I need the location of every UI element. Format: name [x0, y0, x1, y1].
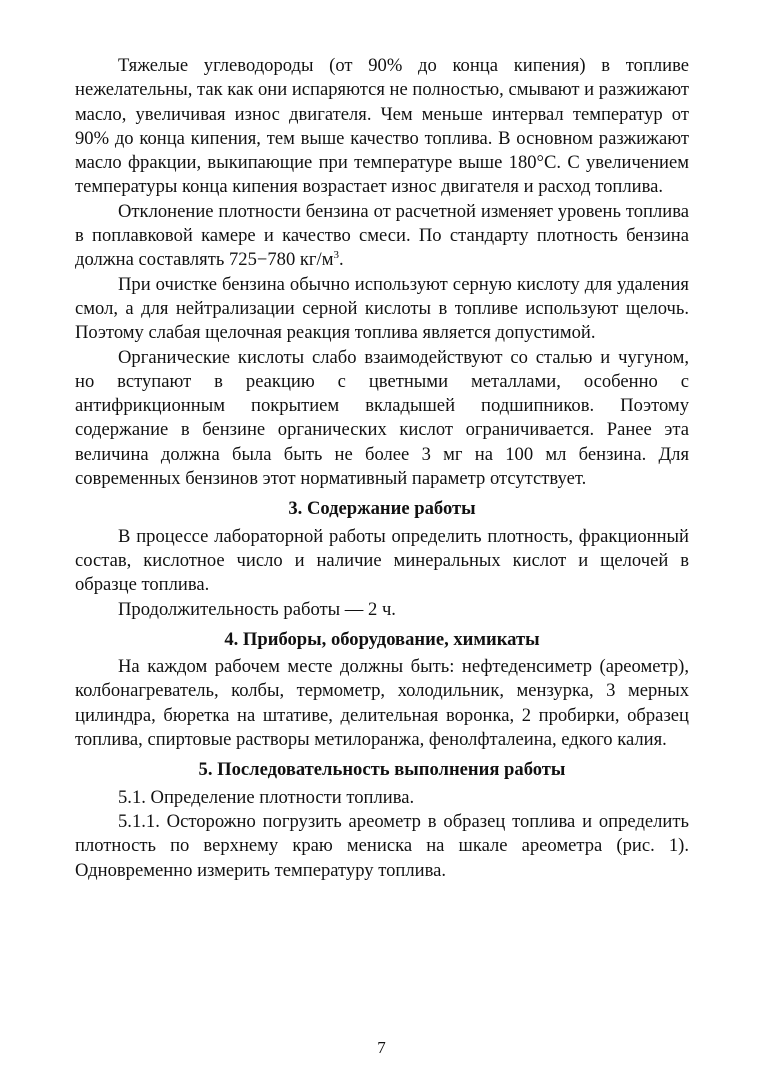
document-page [75, 54, 689, 883]
paragraph-organic-acids: Органические кислоты слабо взаимодействуют со сталью и чугуном, но вступают в реакцию с цветными металлами, особенно с антифрикционным покрытием вкладышей подшипников. Поэтому содержание в бензине органических кислот ограничивается. Ранее эта величина должна была быть не более 3 мг на 100 мл бензина. Для современных бензинов этот нормативный параметр отсутствует. [75, 346, 689, 490]
section-3-paragraph: В процессе лабораторной работы определить плотность, фракционный состав, кислотное число и наличие минеральных кислот и щелочей в образце топлива. [75, 525, 689, 596]
section-4-paragraph: На каждом рабочем месте должны быть: нефтеденсиметр (ареометр), колбонагреватель, колбы, термометр, холодильник, мензурка, 3 мерных цилиндра, бюретка на штативе, делительная воронка, 2 пробирки, образец топлива, спиртовые растворы метилоранжа, фенолфталеина, едкого калия. [75, 656, 689, 751]
paragraph-heavy-hydrocarbons: Тяжелые углеводороды (от 90% до конца кипения) в топливе нежелательны, так как они испаряются не полностью, смывают и разжижают масло, увеличивая износ двигателя. Чем меньше интервал температур от 90% до конца кипения, тем выше качество топлива. В основном разжижают масло фракции, выкипающие при температуре выше 180°С. С увеличением температуры конца кипения возрастает износ двигателя и расход топлива. [75, 55, 689, 198]
section-4-heading: 4. Приборы, оборудование, химикаты [224, 628, 540, 650]
paragraph-density [75, 200, 689, 273]
section-3-duration: Продолжительность работы — 2 ч. [118, 598, 396, 620]
section-5-heading: 5. Последовательность выполнения работы [198, 759, 566, 781]
section-5-subheading: 5.1. Определение плотности топлива. [118, 786, 415, 808]
density-end: . [339, 249, 344, 271]
section-5-step: 5.1.1. Осторожно погрузить ареометр в образец топлива и определить плотность по верхнему краю мениска на шкале ареометра (рис. 1). Одновременно измерить температуру топлива. [75, 810, 689, 881]
section-3-heading: 3. Содержание работы [288, 498, 476, 520]
page-number: 7 [377, 1038, 386, 1057]
paragraph-acid-cleaning: При очистке бензина обычно используют серную кислоту для удаления смол, а для нейтрализации серной кислоты в топливе используют щелочь. Поэтому слабая щелочная реакция топлива является допустимой. [75, 273, 689, 344]
density-text: Отклонение плотности бензина от расчетной изменяет уровень топлива в поплавковой камере и качество смеси. По стандарту плотность бензина должна составлять 725−780 кг/м [75, 200, 689, 271]
density-superscript: 3 [333, 249, 339, 262]
